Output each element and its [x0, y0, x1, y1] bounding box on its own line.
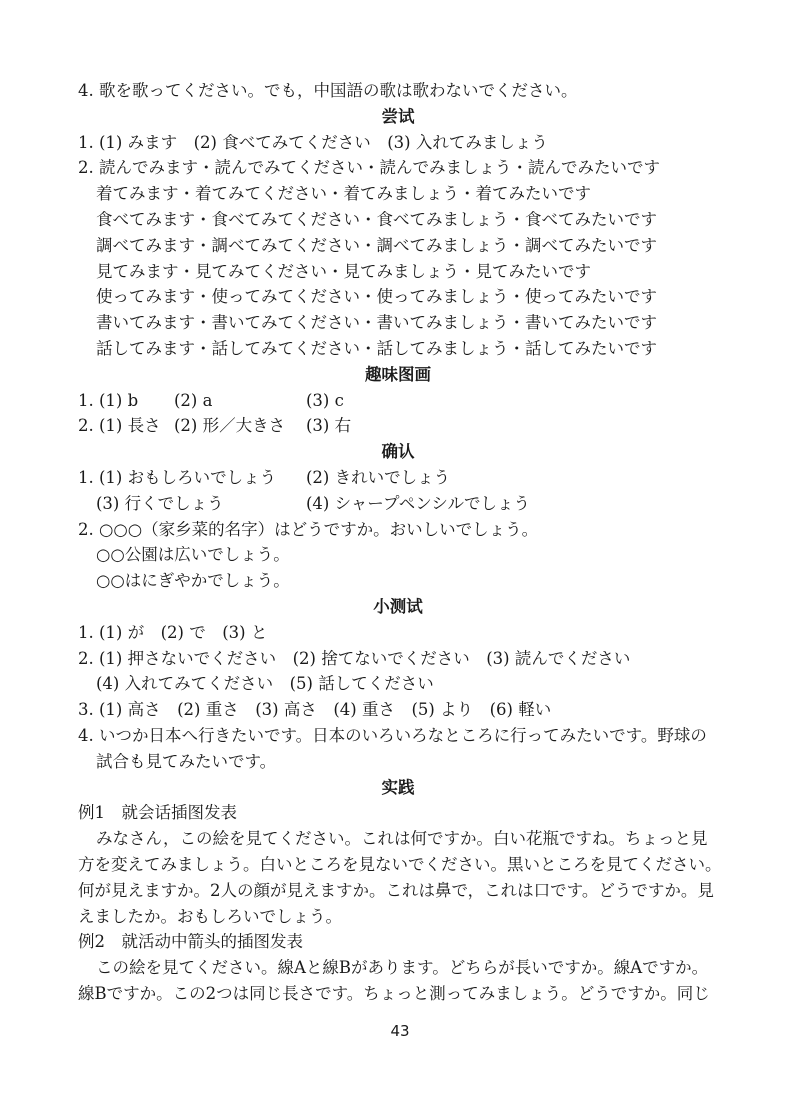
- section-heading-practice: 实践: [381, 777, 415, 797]
- answer-line: 4. いつか日本へ行きたいです。日本のいろいろなところに行ってみたいです。野球の: [78, 725, 707, 745]
- answer-line: [78, 465, 718, 491]
- section-heading-try: 尝试: [381, 106, 415, 126]
- paragraph-line: この絵を見てください。線Aと線Bがあります。どちらが長いですか。線Aですか。: [96, 958, 709, 978]
- section-heading-confirm: 确认: [381, 442, 415, 462]
- answer-line: [78, 491, 718, 517]
- section-heading-quiz: 小测试: [373, 596, 423, 616]
- answer-line: 見てみます・見てみてください・見てみましょう・見てみたいです: [96, 261, 591, 281]
- answer-line: 1. (1) みます (2) 食べてみてください (3) 入れてみましょう: [78, 132, 548, 152]
- answer-line: 1. (1) が (2) で (3) と: [78, 622, 268, 642]
- answer-line: 書いてみます・書いてみてください・書いてみましょう・書いてみたいです: [96, 313, 657, 333]
- answer-line: [78, 413, 718, 439]
- answer-line: [78, 388, 718, 414]
- paragraph-line: みなさん，この絵を見てください。これは何ですか。白い花瓶ですね。ちょっと見: [96, 829, 708, 849]
- section-heading-fun-pictures: 趣味图画: [365, 364, 431, 384]
- answer-item: (2) a: [174, 390, 213, 410]
- answer-line: ○○公園は広いでしょう。: [96, 545, 290, 565]
- answer-line: 3. (1) 高さ (2) 重さ (3) 高さ (4) 重さ (5) より (6) 軽い: [78, 700, 552, 720]
- answer-item: (3) c: [306, 390, 344, 410]
- page-number: 43: [390, 1022, 410, 1040]
- answer-item: 1. (1) おもしろいでしょう: [78, 467, 277, 487]
- answer-line: 試合も見てみたいです。: [96, 751, 277, 771]
- answer-item: 1. (1) b: [78, 390, 139, 410]
- answer-line: 4. 歌を歌ってください。でも，中国語の歌は歌わないでください。: [78, 81, 578, 100]
- example-title: 例2 就活动中箭头的插图发表: [78, 932, 303, 952]
- answer-line: 2. ○○○（家乡菜的名字）はどうですか。おいしいでしょう。: [78, 519, 539, 539]
- answer-line: 着てみます・着てみてください・着てみましょう・着てみたいです: [96, 184, 591, 204]
- answer-line: 食べてみます・食べてみてください・食べてみましょう・食べてみたいです: [96, 209, 657, 229]
- answer-item: (3) 右: [306, 416, 352, 436]
- answer-line: 調べてみます・調べてみてください・調べてみましょう・調べてみたいです: [96, 235, 657, 255]
- answer-line: 2. (1) 押さないでください (2) 捨てないでください (3) 読んでください: [78, 648, 631, 668]
- paragraph-line: 何が見えますか。2人の顔が見えますか。これは鼻で，これは口です。どうですか。見: [78, 880, 714, 900]
- answer-item: (3) 行くでしょう: [96, 493, 224, 513]
- example-title: 例1 就会话插图发表: [78, 803, 237, 823]
- paragraph-line: えましたか。おもしろいでしょう。: [78, 906, 342, 926]
- answer-line: 2. 読んでみます・読んでみてください・読んでみましょう・読んでみたいです: [78, 158, 660, 178]
- answer-line: (4) 入れてみてください (5) 話してください: [96, 674, 434, 694]
- answer-line: 話してみます・話してみてください・話してみましょう・話してみたいです: [96, 338, 657, 358]
- answer-item: 2. (1) 長さ: [78, 416, 161, 436]
- answer-item: (2) 形／大きさ: [174, 416, 286, 436]
- answer-line: ○○はにぎやかでしょう。: [96, 571, 290, 591]
- answer-item: (4) シャープペンシルでしょう: [306, 493, 530, 513]
- answer-line: 使ってみます・使ってみてください・使ってみましょう・使ってみたいです: [96, 287, 657, 307]
- paragraph-line: 方を変えてみましょう。白いところを見ないでください。黒いところを見てください。: [78, 854, 722, 874]
- answer-item: (2) きれいでしょう: [306, 467, 451, 487]
- page-body: [78, 78, 722, 1007]
- paragraph-line: 線Bですか。この2つは同じ長さです。ちょっと測ってみましょう。どうですか。同じ: [78, 983, 710, 1003]
